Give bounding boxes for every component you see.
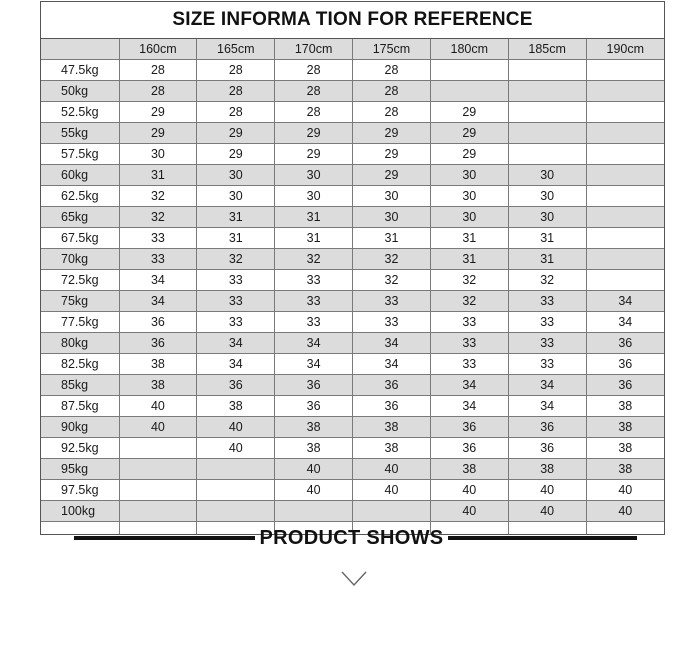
weight-label-cell: 87.5kg <box>41 396 119 417</box>
waist-size-cell <box>586 144 664 165</box>
waist-size-cell: 30 <box>430 186 508 207</box>
waist-size-cell: 31 <box>197 228 275 249</box>
waist-size-cell: 31 <box>508 249 586 270</box>
weight-label-cell: 97.5kg <box>41 480 119 501</box>
waist-size-cell <box>586 81 664 102</box>
waist-size-cell: 28 <box>119 60 197 81</box>
waist-size-cell: 34 <box>197 354 275 375</box>
waist-size-cell: 31 <box>119 165 197 186</box>
size-table-row <box>41 312 664 333</box>
waist-size-cell <box>197 459 275 480</box>
waist-size-cell: 33 <box>508 333 586 354</box>
waist-size-cell: 36 <box>508 417 586 438</box>
size-table-row <box>41 375 664 396</box>
waist-size-cell: 32 <box>197 249 275 270</box>
waist-size-cell: 28 <box>353 60 431 81</box>
waist-size-cell <box>508 81 586 102</box>
waist-size-cell: 33 <box>119 249 197 270</box>
chevron-down-icon[interactable] <box>341 571 367 587</box>
size-table-row <box>41 165 664 186</box>
waist-size-cell: 34 <box>353 333 431 354</box>
size-table-row <box>41 228 664 249</box>
waist-size-cell: 40 <box>353 480 431 501</box>
waist-size-cell: 38 <box>508 459 586 480</box>
waist-size-cell: 28 <box>119 81 197 102</box>
waist-size-cell: 32 <box>430 291 508 312</box>
waist-size-cell: 38 <box>353 438 431 459</box>
waist-size-cell <box>586 60 664 81</box>
waist-size-cell <box>197 501 275 522</box>
divider-line-right <box>448 536 637 540</box>
waist-size-cell: 33 <box>430 312 508 333</box>
waist-size-cell: 40 <box>275 459 353 480</box>
size-chart-title: SIZE INFORMA TION FOR REFERENCE <box>41 2 664 39</box>
waist-size-cell: 38 <box>197 396 275 417</box>
weight-label-cell: 67.5kg <box>41 228 119 249</box>
waist-size-cell: 40 <box>586 480 664 501</box>
waist-size-cell: 40 <box>197 417 275 438</box>
size-table-row <box>41 354 664 375</box>
weight-label-cell: 92.5kg <box>41 438 119 459</box>
waist-size-cell: 40 <box>197 438 275 459</box>
waist-size-cell: 30 <box>353 207 431 228</box>
waist-size-cell: 36 <box>586 333 664 354</box>
divider-line-left <box>74 536 255 540</box>
waist-size-cell: 40 <box>508 501 586 522</box>
product-shows-heading: PRODUCT SHOWS <box>259 527 444 549</box>
weight-label-cell: 72.5kg <box>41 270 119 291</box>
height-header-cell: 160cm <box>119 39 197 60</box>
weight-label-cell: 70kg <box>41 249 119 270</box>
weight-label-cell: 75kg <box>41 291 119 312</box>
waist-size-cell: 32 <box>353 270 431 291</box>
weight-label-cell: 62.5kg <box>41 186 119 207</box>
size-table-row <box>41 417 664 438</box>
size-table-row <box>41 123 664 144</box>
waist-size-cell: 34 <box>430 375 508 396</box>
height-header-cell: 170cm <box>275 39 353 60</box>
waist-size-cell: 29 <box>430 144 508 165</box>
waist-size-cell: 29 <box>119 102 197 123</box>
size-table-row <box>41 81 664 102</box>
waist-size-cell: 34 <box>586 312 664 333</box>
waist-size-cell: 38 <box>275 438 353 459</box>
waist-size-cell <box>119 501 197 522</box>
waist-size-cell: 30 <box>508 207 586 228</box>
size-table-row <box>41 459 664 480</box>
waist-size-cell: 29 <box>430 123 508 144</box>
waist-size-cell: 33 <box>275 312 353 333</box>
waist-size-cell: 36 <box>430 438 508 459</box>
size-table-row <box>41 333 664 354</box>
waist-size-cell: 30 <box>119 144 197 165</box>
waist-size-cell: 30 <box>197 165 275 186</box>
waist-size-cell: 31 <box>275 207 353 228</box>
waist-size-cell: 40 <box>430 480 508 501</box>
size-table-row <box>41 396 664 417</box>
waist-size-cell: 34 <box>119 291 197 312</box>
waist-size-cell: 38 <box>430 459 508 480</box>
waist-size-cell: 28 <box>275 81 353 102</box>
waist-size-cell: 40 <box>586 501 664 522</box>
waist-size-cell <box>586 123 664 144</box>
waist-size-cell: 34 <box>197 333 275 354</box>
weight-label-cell: 85kg <box>41 375 119 396</box>
waist-size-cell: 33 <box>353 312 431 333</box>
waist-size-cell <box>586 270 664 291</box>
waist-size-cell: 28 <box>197 60 275 81</box>
waist-size-cell: 34 <box>430 396 508 417</box>
waist-size-cell: 34 <box>119 270 197 291</box>
waist-size-cell: 29 <box>353 123 431 144</box>
waist-size-cell: 38 <box>586 459 664 480</box>
waist-size-cell: 32 <box>430 270 508 291</box>
waist-size-cell: 36 <box>275 396 353 417</box>
size-table-row <box>41 501 664 522</box>
waist-size-cell: 33 <box>275 270 353 291</box>
waist-size-cell: 28 <box>353 81 431 102</box>
waist-size-cell: 38 <box>119 354 197 375</box>
waist-size-cell <box>586 165 664 186</box>
waist-size-cell <box>119 480 197 501</box>
waist-size-cell: 29 <box>353 165 431 186</box>
size-table-row <box>41 438 664 459</box>
waist-size-cell: 38 <box>586 396 664 417</box>
size-chart <box>40 1 665 535</box>
weight-label-cell: 95kg <box>41 459 119 480</box>
waist-size-cell: 31 <box>197 207 275 228</box>
waist-size-cell: 28 <box>275 60 353 81</box>
waist-size-cell: 38 <box>586 417 664 438</box>
waist-size-cell: 30 <box>197 186 275 207</box>
height-header-cell: 175cm <box>353 39 431 60</box>
waist-size-cell: 36 <box>119 333 197 354</box>
waist-size-cell: 29 <box>353 144 431 165</box>
weight-label-cell: 77.5kg <box>41 312 119 333</box>
waist-size-cell: 33 <box>197 270 275 291</box>
waist-size-cell: 38 <box>275 417 353 438</box>
waist-size-cell: 36 <box>508 438 586 459</box>
weight-label-cell: 82.5kg <box>41 354 119 375</box>
waist-size-cell: 40 <box>430 501 508 522</box>
waist-size-cell: 29 <box>430 102 508 123</box>
weight-label-cell: 60kg <box>41 165 119 186</box>
waist-size-cell <box>586 102 664 123</box>
waist-size-cell: 34 <box>508 375 586 396</box>
waist-size-cell <box>119 438 197 459</box>
weight-label-cell: 90kg <box>41 417 119 438</box>
waist-size-cell: 36 <box>275 375 353 396</box>
waist-size-cell: 40 <box>275 480 353 501</box>
waist-size-cell: 29 <box>275 144 353 165</box>
waist-size-cell <box>353 501 431 522</box>
size-table-header-row <box>41 39 664 60</box>
waist-size-cell: 30 <box>275 186 353 207</box>
waist-size-cell <box>508 60 586 81</box>
weight-label-cell: 50kg <box>41 81 119 102</box>
waist-size-cell: 33 <box>119 228 197 249</box>
waist-size-cell <box>586 186 664 207</box>
waist-size-cell: 30 <box>430 165 508 186</box>
waist-size-cell: 36 <box>353 375 431 396</box>
waist-size-cell: 30 <box>508 165 586 186</box>
waist-size-cell: 28 <box>275 102 353 123</box>
size-table-row <box>41 249 664 270</box>
waist-size-cell: 33 <box>430 333 508 354</box>
waist-size-cell: 38 <box>586 438 664 459</box>
weight-label-cell: 65kg <box>41 207 119 228</box>
waist-size-cell <box>508 144 586 165</box>
waist-size-cell: 29 <box>119 123 197 144</box>
waist-size-cell: 36 <box>197 375 275 396</box>
waist-size-cell <box>586 228 664 249</box>
waist-size-cell: 40 <box>508 480 586 501</box>
waist-size-cell: 40 <box>353 459 431 480</box>
waist-size-cell: 33 <box>508 312 586 333</box>
waist-size-cell: 40 <box>119 396 197 417</box>
weight-label-cell: 100kg <box>41 501 119 522</box>
waist-size-cell <box>508 102 586 123</box>
waist-size-cell <box>430 60 508 81</box>
height-header-cell: 185cm <box>508 39 586 60</box>
weight-label-cell: 47.5kg <box>41 60 119 81</box>
waist-size-cell: 34 <box>275 333 353 354</box>
waist-size-cell: 38 <box>353 417 431 438</box>
waist-size-cell: 36 <box>430 417 508 438</box>
size-table-row <box>41 60 664 81</box>
waist-size-cell <box>197 480 275 501</box>
size-table-row <box>41 186 664 207</box>
waist-size-cell <box>586 249 664 270</box>
size-table-row <box>41 102 664 123</box>
height-header-cell: 180cm <box>430 39 508 60</box>
size-table-row <box>41 270 664 291</box>
waist-size-cell: 30 <box>508 186 586 207</box>
waist-size-cell: 33 <box>197 291 275 312</box>
waist-size-cell: 38 <box>119 375 197 396</box>
waist-size-cell: 34 <box>508 396 586 417</box>
waist-size-cell <box>275 501 353 522</box>
waist-size-cell: 31 <box>275 228 353 249</box>
weight-label-cell: 52.5kg <box>41 102 119 123</box>
waist-size-cell: 40 <box>119 417 197 438</box>
waist-size-cell: 30 <box>275 165 353 186</box>
waist-size-cell: 28 <box>197 81 275 102</box>
waist-size-cell <box>430 81 508 102</box>
weight-label-cell: 80kg <box>41 333 119 354</box>
waist-size-cell: 30 <box>353 186 431 207</box>
waist-size-cell: 29 <box>275 123 353 144</box>
waist-size-cell: 33 <box>430 354 508 375</box>
size-table-row <box>41 144 664 165</box>
waist-size-cell: 31 <box>430 249 508 270</box>
height-header-cell: 190cm <box>586 39 664 60</box>
waist-size-cell: 29 <box>197 144 275 165</box>
waist-size-cell: 36 <box>586 375 664 396</box>
waist-size-cell: 34 <box>586 291 664 312</box>
waist-size-cell: 34 <box>275 354 353 375</box>
waist-size-cell: 33 <box>508 354 586 375</box>
waist-size-cell: 34 <box>353 354 431 375</box>
waist-size-cell: 33 <box>275 291 353 312</box>
product-shows-divider <box>0 525 700 551</box>
waist-size-cell: 36 <box>353 396 431 417</box>
waist-size-cell: 28 <box>353 102 431 123</box>
waist-size-cell: 31 <box>353 228 431 249</box>
waist-size-cell: 32 <box>119 186 197 207</box>
size-table-row <box>41 480 664 501</box>
waist-size-cell: 32 <box>353 249 431 270</box>
waist-size-cell <box>119 459 197 480</box>
waist-size-cell: 33 <box>353 291 431 312</box>
waist-size-cell: 32 <box>119 207 197 228</box>
size-table <box>41 39 664 534</box>
waist-size-cell: 31 <box>430 228 508 249</box>
weight-label-cell: 57.5kg <box>41 144 119 165</box>
waist-size-cell: 33 <box>508 291 586 312</box>
waist-size-cell: 29 <box>197 123 275 144</box>
waist-size-cell <box>508 123 586 144</box>
waist-size-cell: 30 <box>430 207 508 228</box>
height-header-cell: 165cm <box>197 39 275 60</box>
waist-size-cell: 31 <box>508 228 586 249</box>
waist-size-cell: 32 <box>275 249 353 270</box>
waist-size-cell: 32 <box>508 270 586 291</box>
waist-size-cell: 36 <box>119 312 197 333</box>
size-table-row <box>41 291 664 312</box>
waist-size-cell: 28 <box>197 102 275 123</box>
weight-label-cell: 55kg <box>41 123 119 144</box>
waist-size-cell: 36 <box>586 354 664 375</box>
header-corner-cell <box>41 39 119 60</box>
waist-size-cell <box>586 207 664 228</box>
waist-size-cell: 33 <box>197 312 275 333</box>
size-table-row <box>41 207 664 228</box>
